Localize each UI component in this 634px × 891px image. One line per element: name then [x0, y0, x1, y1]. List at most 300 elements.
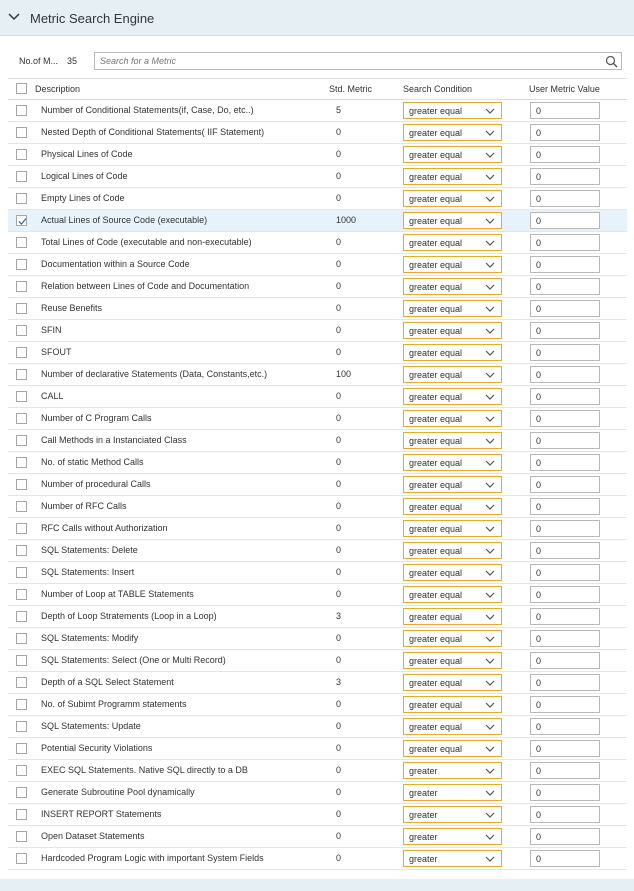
chevron-down-icon[interactable]	[485, 415, 495, 422]
user-metric-value-field[interactable]	[530, 630, 600, 647]
search-condition-select[interactable]	[403, 410, 502, 427]
chevron-down-icon[interactable]	[485, 657, 495, 664]
search-condition-value: greater equal	[409, 656, 463, 666]
table-row[interactable]	[8, 848, 627, 870]
search-condition-value: greater	[409, 854, 438, 864]
metric-description: No. of static Method Calls	[41, 457, 144, 467]
table-row[interactable]	[8, 276, 627, 298]
row-checkbox[interactable]	[16, 743, 27, 754]
search-condition-value: greater equal	[409, 326, 463, 336]
std-metric-value: 0	[336, 523, 342, 533]
table-row[interactable]	[8, 144, 627, 166]
row-checkbox[interactable]	[16, 655, 27, 666]
search-condition-value: greater equal	[409, 238, 463, 248]
search-condition-select[interactable]	[403, 498, 502, 515]
search-condition-select[interactable]	[403, 102, 502, 119]
search-condition-select[interactable]	[403, 542, 502, 559]
user-metric-value-field[interactable]	[530, 432, 600, 449]
chevron-down-icon[interactable]	[485, 679, 495, 686]
user-metric-value-input[interactable]	[536, 743, 596, 755]
row-checkbox[interactable]	[16, 259, 27, 270]
search-condition-value: greater equal	[409, 260, 463, 270]
user-metric-value-field[interactable]	[530, 520, 600, 537]
std-metric-value: 0	[336, 325, 342, 335]
search-condition-select[interactable]	[403, 520, 502, 537]
row-checkbox[interactable]	[16, 413, 27, 424]
std-metric-value: 5	[336, 105, 342, 115]
table-row[interactable]	[8, 122, 627, 144]
search-condition-select[interactable]	[403, 806, 502, 823]
search-condition-value: greater equal	[409, 150, 463, 160]
search-condition-select[interactable]	[403, 344, 502, 361]
row-checkbox[interactable]	[16, 589, 27, 600]
search-input[interactable]	[100, 55, 590, 67]
metric-description: Potential Security Violations	[41, 743, 153, 753]
table-row[interactable]	[8, 320, 627, 342]
table-row[interactable]	[8, 650, 627, 672]
table-row[interactable]	[8, 540, 627, 562]
search-condition-select[interactable]	[403, 388, 502, 405]
user-metric-value-field[interactable]	[530, 234, 600, 251]
std-metric-value: 100	[336, 369, 352, 379]
column-header-std-metric[interactable]: Std. Metric	[329, 84, 373, 94]
chevron-down-icon[interactable]	[485, 547, 495, 554]
user-metric-value-field[interactable]	[530, 476, 600, 493]
row-checkbox[interactable]	[16, 215, 27, 226]
std-metric-value: 0	[336, 391, 342, 401]
column-header-search-condition[interactable]: Search Condition	[403, 84, 473, 94]
search-condition-select[interactable]	[403, 828, 502, 845]
user-metric-value-input[interactable]	[536, 611, 596, 623]
user-metric-value-input[interactable]	[536, 633, 596, 645]
chevron-down-icon[interactable]	[485, 327, 495, 334]
user-metric-value-input[interactable]	[536, 501, 596, 513]
chevron-down-icon[interactable]	[485, 217, 495, 224]
search-condition-value: greater equal	[409, 282, 463, 292]
select-all-checkbox[interactable]	[16, 83, 27, 94]
std-metric-value: 0	[336, 853, 342, 863]
chevron-down-icon[interactable]	[485, 525, 495, 532]
metric-table-body	[8, 100, 627, 870]
chevron-down-icon[interactable]	[485, 107, 495, 114]
chevron-down-icon[interactable]	[485, 437, 495, 444]
search-condition-select[interactable]	[403, 586, 502, 603]
user-metric-value-field[interactable]	[530, 696, 600, 713]
user-metric-value-input[interactable]	[536, 281, 596, 293]
search-condition-value: greater equal	[409, 524, 463, 534]
search-condition-value: greater equal	[409, 502, 463, 512]
search-condition-select[interactable]	[403, 476, 502, 493]
user-metric-value-field[interactable]	[530, 608, 600, 625]
search-field[interactable]	[94, 52, 622, 70]
checkmark-icon	[17, 216, 28, 227]
user-metric-value-input[interactable]	[536, 193, 596, 205]
user-metric-value-field[interactable]	[530, 828, 600, 845]
std-metric-value: 0	[336, 765, 342, 775]
row-checkbox[interactable]	[16, 611, 27, 622]
chevron-down-icon[interactable]	[485, 833, 495, 840]
std-metric-value: 0	[336, 633, 342, 643]
std-metric-value: 0	[336, 831, 342, 841]
search-condition-select[interactable]	[403, 278, 502, 295]
table-row[interactable]	[8, 606, 627, 628]
user-metric-value-field[interactable]	[530, 102, 600, 119]
row-checkbox[interactable]	[16, 325, 27, 336]
metric-description: Hardcoded Program Logic with important System Fields	[41, 853, 264, 863]
search-condition-select[interactable]	[403, 212, 502, 229]
row-checkbox[interactable]	[16, 633, 27, 644]
search-condition-value: greater equal	[409, 722, 463, 732]
user-metric-value-input[interactable]	[536, 479, 596, 491]
user-metric-value-input[interactable]	[536, 457, 596, 469]
row-checkbox[interactable]	[16, 435, 27, 446]
user-metric-value-input[interactable]	[536, 149, 596, 161]
metric-description: SQL Statements: Update	[41, 721, 141, 731]
chevron-down-icon[interactable]	[485, 393, 495, 400]
table-row[interactable]	[8, 518, 627, 540]
search-condition-select[interactable]	[403, 234, 502, 251]
metric-count-value: 35	[67, 56, 78, 66]
search-condition-value: greater equal	[409, 172, 463, 182]
search-condition-value: greater equal	[409, 612, 463, 622]
table-row[interactable]	[8, 738, 627, 760]
std-metric-value: 0	[336, 479, 342, 489]
metric-description: Logical Lines of Code	[41, 171, 128, 181]
metric-description: Number of declarative Statements (Data, Constants,etc.)	[41, 369, 268, 379]
search-condition-select[interactable]	[403, 630, 502, 647]
search-condition-select[interactable]	[403, 146, 502, 163]
row-checkbox[interactable]	[16, 347, 27, 358]
search-condition-value: greater equal	[409, 304, 463, 314]
row-checkbox[interactable]	[16, 501, 27, 512]
chevron-down-icon[interactable]	[485, 349, 495, 356]
table-row[interactable]	[8, 452, 627, 474]
search-condition-select[interactable]	[403, 300, 502, 317]
user-metric-value-input[interactable]	[536, 325, 596, 337]
table-row[interactable]	[8, 672, 627, 694]
row-checkbox[interactable]	[16, 281, 27, 292]
chevron-down-icon[interactable]	[485, 261, 495, 268]
search-condition-select[interactable]	[403, 454, 502, 471]
user-metric-value-input[interactable]	[536, 413, 596, 425]
metric-description: SQL Statements: Delete	[41, 545, 138, 555]
metric-description: INSERT REPORT Statements	[41, 809, 162, 819]
search-condition-value: greater	[409, 810, 438, 820]
table-row[interactable]	[8, 232, 627, 254]
user-metric-value-field[interactable]	[530, 190, 600, 207]
user-metric-value-input[interactable]	[536, 699, 596, 711]
table-row[interactable]	[8, 562, 627, 584]
metric-description: Call Methods in a Instanciated Class	[41, 435, 187, 445]
user-metric-value-field[interactable]	[530, 718, 600, 735]
search-condition-select[interactable]	[403, 740, 502, 757]
row-checkbox[interactable]	[16, 127, 27, 138]
table-row[interactable]	[8, 826, 627, 848]
user-metric-value-input[interactable]	[536, 567, 596, 579]
metric-description: SFIN	[41, 325, 62, 335]
chevron-down-icon[interactable]	[485, 503, 495, 510]
search-condition-select[interactable]	[403, 256, 502, 273]
row-checkbox[interactable]	[16, 567, 27, 578]
search-condition-select[interactable]	[403, 718, 502, 735]
row-checkbox[interactable]	[16, 105, 27, 116]
user-metric-value-field[interactable]	[530, 278, 600, 295]
row-checkbox[interactable]	[16, 853, 27, 864]
row-checkbox[interactable]	[16, 677, 27, 688]
search-condition-value: greater equal	[409, 480, 463, 490]
table-row[interactable]	[8, 342, 627, 364]
user-metric-value-field[interactable]	[530, 542, 600, 559]
row-checkbox[interactable]	[16, 545, 27, 556]
user-metric-value-input[interactable]	[536, 347, 596, 359]
user-metric-value-field[interactable]	[530, 388, 600, 405]
user-metric-value-input[interactable]	[536, 171, 596, 183]
user-metric-value-input[interactable]	[536, 721, 596, 733]
row-checkbox[interactable]	[16, 193, 27, 204]
user-metric-value-input[interactable]	[536, 369, 596, 381]
std-metric-value: 0	[336, 787, 342, 797]
search-condition-value: greater equal	[409, 414, 463, 424]
table-row[interactable]	[8, 584, 627, 606]
table-row[interactable]	[8, 254, 627, 276]
user-metric-value-field[interactable]	[530, 564, 600, 581]
user-metric-value-field[interactable]	[530, 784, 600, 801]
metric-description: Relation between Lines of Code and Documentation	[41, 281, 250, 291]
chevron-down-icon[interactable]	[8, 12, 20, 22]
metric-description: Physical Lines of Code	[41, 149, 133, 159]
metric-description: Number of RFC Calls	[41, 501, 127, 511]
chevron-down-icon[interactable]	[485, 701, 495, 708]
chevron-down-icon[interactable]	[485, 811, 495, 818]
chevron-down-icon[interactable]	[485, 855, 495, 862]
chevron-down-icon[interactable]	[485, 459, 495, 466]
table-row[interactable]	[8, 430, 627, 452]
metric-description: Number of procedural Calls	[41, 479, 151, 489]
user-metric-value-field[interactable]	[530, 762, 600, 779]
search-condition-select[interactable]	[403, 674, 502, 691]
row-checkbox[interactable]	[16, 391, 27, 402]
table-row[interactable]	[8, 364, 627, 386]
row-checkbox[interactable]	[16, 369, 27, 380]
metric-description: RFC Calls without Authorization	[41, 523, 168, 533]
chevron-down-icon[interactable]	[485, 745, 495, 752]
user-metric-value-input[interactable]	[536, 215, 596, 227]
user-metric-value-field[interactable]	[530, 124, 600, 141]
metric-description: Generate Subroutine Pool dynamically	[41, 787, 195, 797]
std-metric-value: 0	[336, 655, 342, 665]
row-checkbox[interactable]	[16, 721, 27, 732]
chevron-down-icon[interactable]	[485, 635, 495, 642]
user-metric-value-input[interactable]	[536, 589, 596, 601]
chevron-down-icon[interactable]	[485, 569, 495, 576]
row-checkbox[interactable]	[16, 765, 27, 776]
metric-description: Reuse Benefits	[41, 303, 103, 313]
user-metric-value-field[interactable]	[530, 674, 600, 691]
chevron-down-icon[interactable]	[485, 723, 495, 730]
row-checkbox[interactable]	[16, 149, 27, 160]
chevron-down-icon[interactable]	[485, 305, 495, 312]
user-metric-value-input[interactable]	[536, 809, 596, 821]
metric-description: SQL Statements: Insert	[41, 567, 135, 577]
metric-description: Actual Lines of Source Code (executable)	[41, 215, 208, 225]
table-row[interactable]	[8, 628, 627, 650]
column-header-user-metric-value[interactable]: User Metric Value	[529, 84, 600, 94]
metric-description: SQL Statements: Modify	[41, 633, 139, 643]
table-row[interactable]	[8, 496, 627, 518]
row-checkbox[interactable]	[16, 303, 27, 314]
metric-description: Empty Lines of Code	[41, 193, 125, 203]
search-condition-select[interactable]	[403, 564, 502, 581]
row-checkbox[interactable]	[16, 787, 27, 798]
metric-description: Depth of Loop Stratements (Loop in a Loop)	[41, 611, 217, 621]
panel-title: Metric Search Engine	[30, 11, 155, 26]
metric-description: EXEC SQL Statements. Native SQL directly to a DB	[41, 765, 248, 775]
metric-description: Total Lines of Code (executable and non-executable)	[41, 237, 252, 247]
user-metric-value-field[interactable]	[530, 212, 600, 229]
user-metric-value-field[interactable]	[530, 256, 600, 273]
table-row[interactable]	[8, 804, 627, 826]
panel-header[interactable]	[0, 0, 634, 36]
search-condition-select[interactable]	[403, 432, 502, 449]
user-metric-value-input[interactable]	[536, 391, 596, 403]
user-metric-value-input[interactable]	[536, 259, 596, 271]
search-condition-select[interactable]	[403, 652, 502, 669]
user-metric-value-input[interactable]	[536, 545, 596, 557]
chevron-down-icon[interactable]	[485, 129, 495, 136]
search-condition-value: greater equal	[409, 216, 463, 226]
user-metric-value-field[interactable]	[530, 850, 600, 867]
table-row[interactable]	[8, 694, 627, 716]
chevron-down-icon[interactable]	[485, 371, 495, 378]
row-checkbox[interactable]	[16, 523, 27, 534]
std-metric-value: 0	[336, 259, 342, 269]
search-icon[interactable]	[605, 55, 618, 68]
metric-count-label: No.of M...	[19, 56, 59, 66]
table-row[interactable]	[8, 408, 627, 430]
user-metric-value-field[interactable]	[530, 586, 600, 603]
user-metric-value-input[interactable]	[536, 523, 596, 535]
table-row[interactable]	[8, 716, 627, 738]
user-metric-value-field[interactable]	[530, 168, 600, 185]
user-metric-value-field[interactable]	[530, 498, 600, 515]
table-row[interactable]	[8, 474, 627, 496]
search-condition-select[interactable]	[403, 696, 502, 713]
search-condition-select[interactable]	[403, 762, 502, 779]
chevron-down-icon[interactable]	[485, 613, 495, 620]
user-metric-value-input[interactable]	[536, 237, 596, 249]
search-condition-select[interactable]	[403, 850, 502, 867]
user-metric-value-field[interactable]	[530, 454, 600, 471]
user-metric-value-input[interactable]	[536, 853, 596, 865]
search-condition-value: greater	[409, 832, 438, 842]
user-metric-value-field[interactable]	[530, 300, 600, 317]
search-condition-value: greater equal	[409, 194, 463, 204]
search-condition-value: greater equal	[409, 678, 463, 688]
user-metric-value-input[interactable]	[536, 831, 596, 843]
user-metric-value-field[interactable]	[530, 322, 600, 339]
metric-description: No. of Subimt Programm statements	[41, 699, 187, 709]
search-condition-select[interactable]	[403, 190, 502, 207]
table-row[interactable]	[8, 298, 627, 320]
table-row[interactable]	[8, 782, 627, 804]
table-row[interactable]	[8, 166, 627, 188]
column-header-description[interactable]: Description	[35, 84, 81, 94]
table-row[interactable]	[8, 188, 627, 210]
std-metric-value: 0	[336, 545, 342, 555]
std-metric-value: 0	[336, 589, 342, 599]
user-metric-value-field[interactable]	[530, 806, 600, 823]
std-metric-value: 0	[336, 699, 342, 709]
user-metric-value-field[interactable]	[530, 366, 600, 383]
row-checkbox[interactable]	[16, 699, 27, 710]
user-metric-value-field[interactable]	[530, 740, 600, 757]
user-metric-value-field[interactable]	[530, 410, 600, 427]
chevron-down-icon[interactable]	[485, 283, 495, 290]
user-metric-value-field[interactable]	[530, 344, 600, 361]
user-metric-value-input[interactable]	[536, 303, 596, 315]
user-metric-value-field[interactable]	[530, 652, 600, 669]
chevron-down-icon[interactable]	[485, 239, 495, 246]
chevron-down-icon[interactable]	[485, 591, 495, 598]
search-condition-value: greater equal	[409, 128, 463, 138]
row-checkbox[interactable]	[16, 479, 27, 490]
user-metric-value-input[interactable]	[536, 787, 596, 799]
row-checkbox[interactable]	[16, 809, 27, 820]
std-metric-value: 0	[336, 809, 342, 819]
search-condition-value: greater equal	[409, 744, 463, 754]
std-metric-value: 0	[336, 303, 342, 313]
row-checkbox[interactable]	[16, 457, 27, 468]
row-checkbox[interactable]	[16, 831, 27, 842]
panel-footer	[0, 879, 634, 891]
search-condition-value: greater equal	[409, 546, 463, 556]
search-condition-select[interactable]	[403, 168, 502, 185]
std-metric-value: 3	[336, 611, 342, 621]
user-metric-value-input[interactable]	[536, 435, 596, 447]
search-condition-select[interactable]	[403, 784, 502, 801]
metric-description: Number of Conditional Statements(if, Case, Do, etc..)	[41, 105, 254, 115]
table-row[interactable]	[8, 100, 627, 122]
search-condition-select[interactable]	[403, 366, 502, 383]
user-metric-value-input[interactable]	[536, 127, 596, 139]
search-condition-select[interactable]	[403, 124, 502, 141]
search-condition-select[interactable]	[403, 322, 502, 339]
search-condition-value: greater equal	[409, 458, 463, 468]
std-metric-value: 0	[336, 347, 342, 357]
chevron-down-icon[interactable]	[485, 789, 495, 796]
row-checkbox[interactable]	[16, 171, 27, 182]
std-metric-value: 0	[336, 281, 342, 291]
std-metric-value: 0	[336, 413, 342, 423]
table-row[interactable]	[8, 210, 627, 232]
user-metric-value-field[interactable]	[530, 146, 600, 163]
chevron-down-icon[interactable]	[485, 151, 495, 158]
user-metric-value-input[interactable]	[536, 655, 596, 667]
user-metric-value-input[interactable]	[536, 765, 596, 777]
metric-description: Open Dataset Statements	[41, 831, 145, 841]
row-checkbox[interactable]	[16, 237, 27, 248]
std-metric-value: 0	[336, 149, 342, 159]
chevron-down-icon[interactable]	[485, 481, 495, 488]
chevron-down-icon[interactable]	[485, 195, 495, 202]
chevron-down-icon[interactable]	[485, 767, 495, 774]
search-condition-select[interactable]	[403, 608, 502, 625]
table-row[interactable]	[8, 760, 627, 782]
chevron-down-icon[interactable]	[485, 173, 495, 180]
table-row[interactable]	[8, 386, 627, 408]
user-metric-value-input[interactable]	[536, 105, 596, 117]
user-metric-value-input[interactable]	[536, 677, 596, 689]
